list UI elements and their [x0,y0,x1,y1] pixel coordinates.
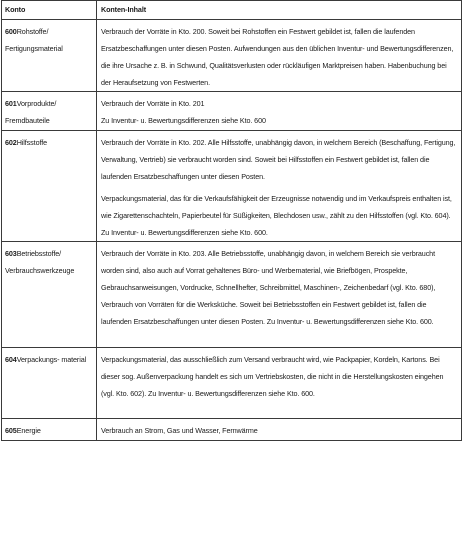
account-name: Hilfsstoffe [16,138,48,147]
content-paragraph: Verpackungsmaterial, das für die Verkaufsfähigkeit der Erzeugnisse notwendig und im Verkaufspreis enthalten ist, wie Zigarettenschachteln, Papierbeutel für Süßigkeiten, Blechdosen usw., zählt zu den Hilfsstoffen (vgl. Kto. 604). Zu Inventur- u. Bewertungsdifferenzen siehe Kto. 600. [101,194,452,237]
account-content [97,92,462,131]
table-row [2,242,462,348]
account-cell [2,348,97,419]
table-row [2,20,462,92]
account-cell [2,20,97,92]
content-paragraph: Verbrauch an Strom, Gas und Wasser, Fernwärme [101,426,258,435]
account-name: Vorprodukte/ [16,99,57,108]
table-header-row [2,1,462,20]
account-cell [2,419,97,441]
header-konten-inhalt: Konten-Inhalt [97,1,462,20]
table-row [2,348,462,419]
content-paragraph: Verbrauch der Vorräte in Kto. 200. Soweit bei Rohstoffen ein Festwert gebildet ist, fallen die laufenden Ersatzbeschaffungen unter diesen Posten. Aufwendungen aus den üblichen Inventur- und Bewertungsdifferenzen, die ihre Ursache z. B. in Schwund, Qualitätsverlusten oder rückläufigen Marktpreisen haben. Habenbuchung bei der Heraufsetzung von Festwerten. [101,27,454,87]
header-konto: Konto [2,1,97,20]
account-name: Energie [16,426,41,435]
account-name-line2: Verbrauchswerkzeuge [5,266,75,275]
content-paragraph: Zu Inventur- u. Bewertungsdifferenzen siehe Kto. 600 [101,116,266,125]
account-cell [2,92,97,131]
account-name: Verpackungs- material [16,355,87,364]
account-content [97,20,462,92]
accounts-table [1,0,462,441]
account-number: 600 [5,27,17,36]
table-row [2,419,462,441]
table-row [2,131,462,242]
account-cell [2,242,97,348]
account-number: 604 [5,355,17,364]
account-name: Betriebsstoffe/ [16,249,62,258]
account-number: 603 [5,249,17,258]
account-content [97,348,462,419]
content-paragraph: Verbrauch der Vorräte in Kto. 201 [101,99,205,108]
account-name-line2: Fertigungsmaterial [5,44,63,53]
table-row [2,92,462,131]
account-name: Rohstoffe/ [16,27,49,36]
account-cell [2,131,97,242]
content-paragraph: Verpackungsmaterial, das ausschließlich zum Versand verbraucht wird, wie Packpapier, Kordeln, Kartons. Bei dieser sog. Außenverpackung handelt es sich um Vertriebskosten, die nicht in die Herstellungskosten eingehen (vgl. Kto. 602). Zu Inventur- u. Bewertungsdifferenzen siehe Kto. 600. [101,355,444,398]
account-content [97,131,462,242]
account-number: 605 [5,426,17,435]
account-number: 601 [5,99,17,108]
account-number: 602 [5,138,17,147]
account-name-line2: Fremdbauteile [5,116,50,125]
content-paragraph: Verbrauch der Vorräte in Kto. 202. Alle Hilfsstoffe, unabhängig davon, in welchem Bereich (Beschaffung, Fertigung, Verwaltung, Vertrieb) sie verbraucht worden sind. Soweit bei Hilfsstoffen ein Festwert gebildet ist, fallen die laufenden Ersatzbeschaffungen unter diesen Posten. [101,138,456,181]
account-content [97,419,462,441]
account-content [97,242,462,348]
content-paragraph: Verbrauch der Vorräte in Kto. 203. Alle Betriebsstoffe, unabhängig davon, in welchem Bereich sie verbraucht worden sind, also auch auf Vorrat gehaltenes Büro- und Werbematerial, wie Briefbögen, Prospekte, Gebrauchsanweisungen, Vordrucke, Schnellhefter, Schreibmittel, Maschinen-, Zeichenbedarf (vgl. Kto. 680), Verbrauch von Vorräten für die Werksküche. Soweit bei Betriebsstoffen ein Festwert gebildet ist, fallen die laufenden Ersatzbeschaffungen unter diesen Posten. Zu Inventur- u. Bewertungsdifferenzen siehe Kto. 600. [101,249,436,326]
